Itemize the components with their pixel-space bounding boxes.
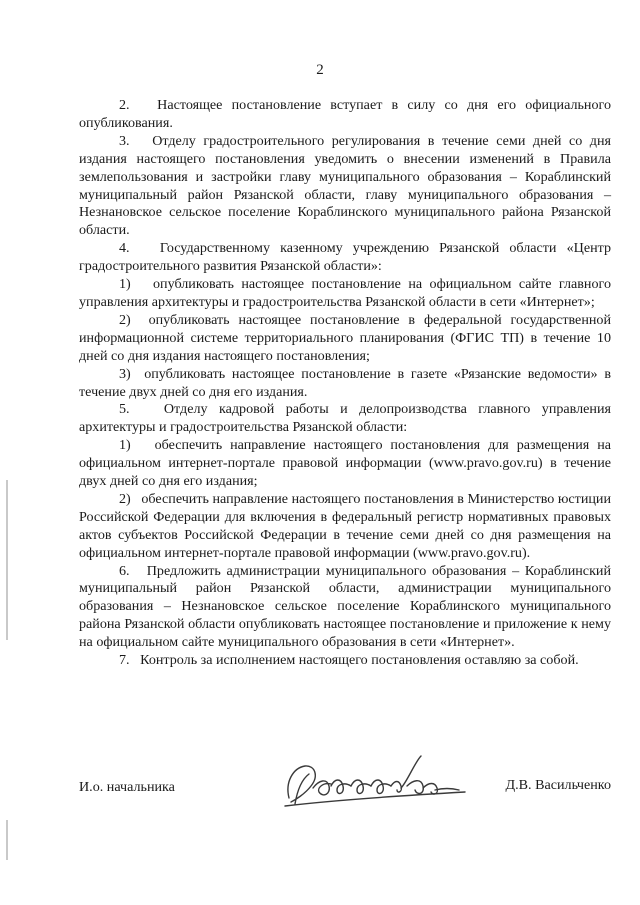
signature-block bbox=[79, 752, 611, 822]
paragraph-item-7: 7. Контроль за исполнением настоящего постановления оставляю за собой. bbox=[119, 652, 579, 669]
paragraph-subitem-4-2: 2) опубликовать настоящее постановление в федеральной государственной информационной системе территориального планирования (ФГИС ТП) в течение 10 дней со дня издания настоящего постановления; bbox=[79, 311, 611, 364]
scan-edge-mark bbox=[6, 480, 8, 640]
handwritten-signature bbox=[275, 752, 475, 820]
paragraph-subitem-4-1: 1) опубликовать настоящее постановление на официальном сайте главного управления архитектуры и градостроительства Рязанской области в сети «Интернет»; bbox=[79, 276, 611, 310]
paragraph-item-3: 3. Отделу градостроительного регулирования в течение семи дней со дня издания настоящего постановления уведомить о внесении изменений в Правила землепользования и застройки главу муниципального образования – Кораблинский муниципальный район Рязанской области, главу муниципального образования – Незнановское сельское поселение Кораблинского муниципального района Рязанской области. bbox=[79, 132, 611, 239]
paragraph-item-2: 2. Настоящее постановление вступает в силу со дня его официального опубликования. bbox=[79, 97, 611, 131]
document-body bbox=[79, 97, 611, 670]
signatory-name: Д.В. Васильченко bbox=[505, 777, 611, 793]
paragraph-item-6: 6. Предложить администрации муниципального образования – Кораблинский муниципальный район Рязанской области, администрации муниципального образования – Незнановское сельское поселение Кораблинского муниципального района Рязанской области опубликовать настоящее постановление и приложение к нему на официальном сайте муниципального образования в сети «Интернет». bbox=[79, 562, 611, 651]
signatory-title: И.о. начальника bbox=[79, 779, 175, 795]
paragraph-item-4: 4. Государственному казенному учреждению Рязанской области «Центр градостроительного развития Рязанской области»: bbox=[79, 240, 611, 275]
paragraph-subitem-4-3: 3) опубликовать настоящее постановление в газете «Рязанские ведомости» в течение двух дней со дня его издания. bbox=[79, 365, 611, 400]
paragraph-subitem-5-2: 2) обеспечить направление настоящего постановления в Министерство юстиции Российской Федерации для включения в федеральный регистр нормативных правовых актов субъектов Российской Федерации в течение семи дней со дня размещения на официальном интернет-портале правовой информации (www.pravo.gov.ru). bbox=[79, 490, 611, 561]
scan-edge-mark bbox=[6, 820, 8, 860]
paragraph-subitem-5-1: 1) обеспечить направление настоящего постановления для размещения на официальном интернет-портале правовой информации (www.pravo.gov.ru) в течение двух дней со дня его издания; bbox=[79, 437, 611, 490]
page-number: 2 bbox=[316, 62, 324, 78]
paragraph-item-5: 5. Отделу кадровой работы и делопроизводства главного управления архитектуры и градостроительства Рязанской области: bbox=[79, 401, 611, 436]
